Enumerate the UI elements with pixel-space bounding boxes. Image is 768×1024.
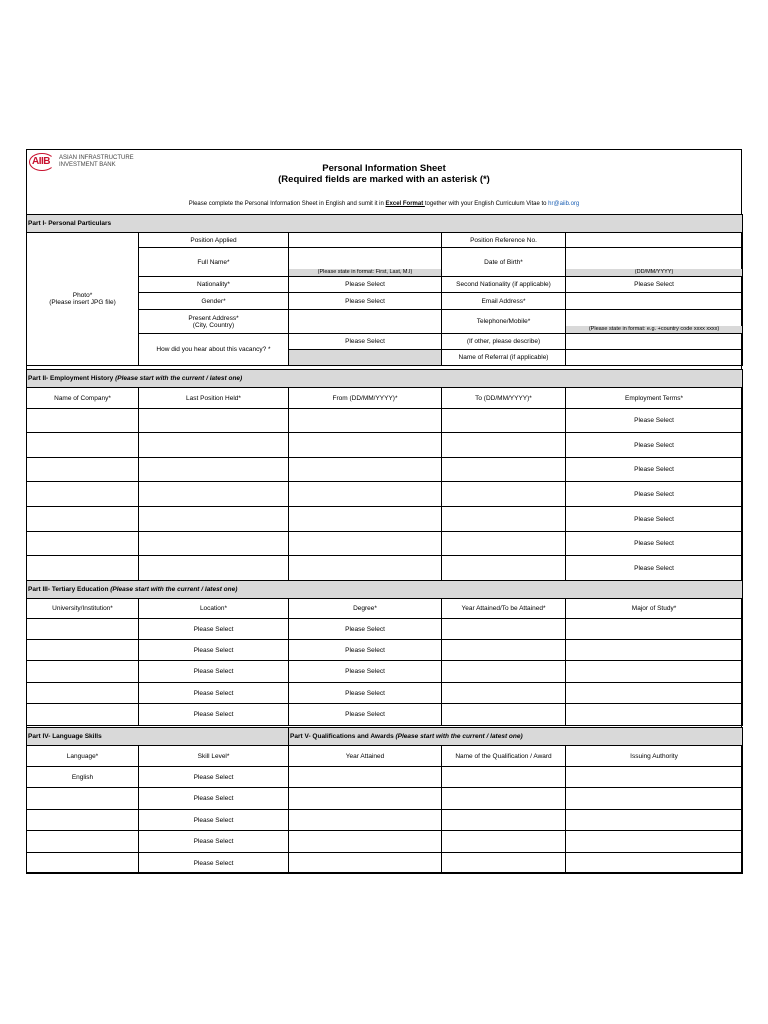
location-select[interactable]: Please Select — [139, 661, 289, 683]
part3-table — [26, 580, 743, 726]
how-hear-label: How did you hear about this vacancy? * — [139, 334, 289, 366]
degree-select[interactable]: Please Select — [289, 683, 442, 704]
col-company: Name of Company* — [27, 388, 139, 409]
issuing-authority-input[interactable] — [566, 831, 743, 853]
to-input[interactable] — [442, 433, 566, 458]
major-input[interactable] — [566, 704, 743, 726]
referral-input[interactable] — [566, 350, 743, 366]
to-input[interactable] — [442, 532, 566, 556]
to-input[interactable] — [442, 409, 566, 433]
from-input[interactable] — [289, 482, 442, 507]
award-year-input[interactable] — [289, 788, 442, 810]
major-input[interactable] — [566, 640, 743, 661]
university-input[interactable] — [27, 619, 139, 640]
logo-mark-text: AIIB — [32, 156, 50, 167]
logo-line-1: ASIAN INFRASTRUCTURE — [59, 155, 134, 161]
company-input[interactable] — [27, 532, 139, 556]
col-skill-level: Skill Level* — [139, 746, 289, 767]
year-input[interactable] — [442, 619, 566, 640]
col-university: University/Institution* — [27, 599, 139, 619]
issuing-authority-input[interactable] — [566, 767, 743, 788]
issuing-authority-input[interactable] — [566, 788, 743, 810]
employment-terms-select[interactable]: Please Select — [566, 409, 743, 433]
company-input[interactable] — [27, 482, 139, 507]
other-label: (If other, please describe) — [442, 334, 566, 350]
dob-hint: (DD/MM/YYYY) — [566, 269, 742, 276]
employment-row — [27, 532, 743, 556]
from-input[interactable] — [289, 433, 442, 458]
part1-title: Part I- Personal Particulars — [27, 215, 743, 233]
from-input[interactable] — [289, 507, 442, 532]
university-input[interactable] — [27, 704, 139, 726]
award-year-input[interactable] — [289, 831, 442, 853]
skill-level-select[interactable]: Please Select — [139, 810, 289, 831]
employment-terms-select[interactable]: Please Select — [566, 532, 743, 556]
award-name-input[interactable] — [442, 810, 566, 831]
education-row — [27, 619, 743, 640]
education-row — [27, 704, 743, 726]
company-input[interactable] — [27, 507, 139, 532]
part3-title-note: (Please start with the current / latest one) — [110, 586, 238, 593]
award-name-input[interactable] — [442, 831, 566, 853]
to-input[interactable] — [442, 556, 566, 581]
employment-terms-select[interactable]: Please Select — [566, 556, 743, 581]
how-hear-select[interactable]: Please Select — [289, 334, 442, 350]
issuing-authority-input[interactable] — [566, 810, 743, 831]
employment-terms-select[interactable]: Please Select — [566, 507, 743, 532]
page-title: Personal Information Sheet — [322, 163, 446, 174]
to-input[interactable] — [442, 482, 566, 507]
full-name-hint: (Please state in format: First, Last, M.I) — [289, 269, 441, 276]
last-position-input[interactable] — [139, 433, 289, 458]
part4-title: Part IV- Language Skills — [27, 728, 289, 746]
year-input[interactable] — [442, 661, 566, 683]
present-address-input[interactable] — [289, 310, 442, 334]
education-row — [27, 683, 743, 704]
col-qualification-name: Name of the Qualification / Award — [442, 746, 566, 767]
award-name-input[interactable] — [442, 767, 566, 788]
photo-hint: (Please insert JPG file) — [49, 299, 116, 306]
second-nationality-label: Second Nationality (if applicable) — [442, 277, 566, 293]
part3-title — [27, 581, 743, 599]
position-applied-label: Position Applied — [139, 233, 289, 248]
major-input[interactable] — [566, 683, 743, 704]
year-input[interactable] — [442, 683, 566, 704]
language-input[interactable] — [27, 810, 139, 831]
second-nationality-select[interactable]: Please Select — [566, 277, 743, 293]
part4-part5-table — [26, 727, 743, 874]
excel-format-text: Excel Format — [385, 201, 425, 207]
location-select[interactable]: Please Select — [139, 640, 289, 661]
language-input[interactable] — [27, 831, 139, 853]
how-hear-extra — [289, 350, 442, 366]
part2-title-note: (Please start with the current / latest one) — [115, 375, 243, 382]
telephone-label: Telephone/Mobile* — [442, 310, 566, 334]
col-issuing-authority: Issuing Authority — [566, 746, 743, 767]
employment-terms-select[interactable]: Please Select — [566, 433, 743, 458]
personal-information-sheet — [26, 149, 742, 873]
employment-row — [27, 458, 743, 482]
email-input[interactable] — [566, 293, 743, 310]
col-location: Location* — [139, 599, 289, 619]
col-year-attained-award: Year Attained — [289, 746, 442, 767]
skill-level-select[interactable]: Please Select — [139, 788, 289, 810]
last-position-input[interactable] — [139, 507, 289, 532]
language-award-row — [27, 810, 743, 831]
education-row — [27, 640, 743, 661]
photo-label: Photo* — [72, 292, 93, 299]
award-year-input[interactable] — [289, 810, 442, 831]
gender-label: Gender* — [139, 293, 289, 310]
university-input[interactable] — [27, 640, 139, 661]
year-input[interactable] — [442, 704, 566, 726]
employment-terms-select[interactable]: Please Select — [566, 458, 743, 482]
telephone-hint: (Please state in format: e.g. +country code xxxx xxxx) — [566, 326, 742, 333]
award-year-input[interactable] — [289, 767, 442, 788]
major-input[interactable] — [566, 661, 743, 683]
degree-select[interactable]: Please Select — [289, 619, 442, 640]
employment-row — [27, 409, 743, 433]
full-name-input[interactable] — [289, 248, 442, 277]
company-input[interactable] — [27, 458, 139, 482]
logo-line-2: INVESTMENT BANK — [59, 162, 116, 168]
degree-select[interactable]: Please Select — [289, 704, 442, 726]
location-select[interactable]: Please Select — [139, 704, 289, 726]
present-address-text: Present Address* — [188, 314, 239, 322]
language-input[interactable]: English — [27, 767, 139, 788]
dob-label: Date of Birth* — [442, 248, 566, 277]
photo-cell[interactable] — [27, 233, 139, 366]
gender-select[interactable]: Please Select — [289, 293, 442, 310]
col-last-position: Last Position Held* — [139, 388, 289, 409]
col-year-attained: Year Attained/To be Attained* — [442, 599, 566, 619]
sheet-header — [27, 150, 741, 215]
language-award-row — [27, 853, 743, 874]
university-input[interactable] — [27, 661, 139, 683]
to-input[interactable] — [442, 458, 566, 482]
degree-select[interactable]: Please Select — [289, 640, 442, 661]
present-address-label — [139, 310, 289, 334]
page-subtitle: (Required fields are marked with an asterisk (*) — [278, 174, 490, 185]
skill-level-select[interactable]: Please Select — [139, 767, 289, 788]
present-address-hint: (City, Country) — [192, 321, 235, 329]
part2-title — [27, 370, 743, 388]
part5-title — [289, 728, 743, 746]
skill-level-select[interactable]: Please Select — [139, 831, 289, 853]
part3-title-text: Part III- Tertiary Education — [28, 586, 109, 593]
instruction-text-2: together with your English Curriculum Vitae to — [424, 201, 549, 207]
education-row — [27, 661, 743, 683]
from-input[interactable] — [289, 409, 442, 433]
referral-label: Name of Referral (if applicable) — [442, 350, 566, 366]
from-input[interactable] — [289, 532, 442, 556]
last-position-input[interactable] — [139, 458, 289, 482]
from-input[interactable] — [289, 556, 442, 581]
col-language: Language* — [27, 746, 139, 767]
instruction-text: Please complete the Personal Information Sheet in English and sumit it in — [188, 201, 386, 207]
skill-level-select[interactable]: Please Select — [139, 853, 289, 874]
language-award-row — [27, 788, 743, 810]
part2-title-text: Part II- Employment History — [28, 375, 114, 382]
award-name-input[interactable] — [442, 853, 566, 874]
col-to: To (DD/MM/YYYY)* — [442, 388, 566, 409]
company-input[interactable] — [27, 556, 139, 581]
last-position-input[interactable] — [139, 482, 289, 507]
employment-row — [27, 433, 743, 458]
email-label: Email Address* — [442, 293, 566, 310]
language-award-row — [27, 767, 743, 788]
employment-terms-select[interactable]: Please Select — [566, 482, 743, 507]
dob-input[interactable] — [566, 248, 743, 277]
language-input[interactable] — [27, 853, 139, 874]
award-name-input[interactable] — [442, 788, 566, 810]
employment-row — [27, 507, 743, 532]
position-ref-label: Position Reference No. — [442, 233, 566, 248]
nationality-select[interactable]: Please Select — [289, 277, 442, 293]
issuing-authority-input[interactable] — [566, 853, 743, 874]
language-award-row — [27, 831, 743, 853]
telephone-input[interactable] — [566, 310, 743, 334]
employment-row — [27, 556, 743, 581]
university-input[interactable] — [27, 683, 139, 704]
language-input[interactable] — [27, 788, 139, 810]
other-input[interactable] — [566, 334, 743, 350]
location-select[interactable]: Please Select — [139, 619, 289, 640]
part2-table — [26, 369, 743, 581]
part5-title-text: Part V- Qualifications and Awards — [290, 733, 394, 740]
year-input[interactable] — [442, 640, 566, 661]
last-position-input[interactable] — [139, 409, 289, 433]
position-ref-input[interactable] — [566, 233, 743, 248]
company-input[interactable] — [27, 433, 139, 458]
from-input[interactable] — [289, 458, 442, 482]
col-from: From (DD/MM/YYYY)* — [289, 388, 442, 409]
major-input[interactable] — [566, 619, 743, 640]
position-applied-input[interactable] — [289, 233, 442, 248]
location-select[interactable]: Please Select — [139, 683, 289, 704]
employment-row — [27, 482, 743, 507]
company-input[interactable] — [27, 409, 139, 433]
full-name-label: Full Name* — [139, 248, 289, 277]
last-position-input[interactable] — [139, 532, 289, 556]
part5-title-note: (Please start with the current / latest one) — [395, 733, 523, 740]
degree-select[interactable]: Please Select — [289, 661, 442, 683]
hr-email-link[interactable]: hr@aiib.org — [548, 201, 580, 207]
award-year-input[interactable] — [289, 853, 442, 874]
nationality-label: Nationality* — [139, 277, 289, 293]
col-degree: Degree* — [289, 599, 442, 619]
part1-table — [26, 214, 743, 366]
last-position-input[interactable] — [139, 556, 289, 581]
instruction-line — [27, 201, 741, 207]
col-major: Major of Study* — [566, 599, 743, 619]
col-employment-terms: Employment Terms* — [566, 388, 743, 409]
to-input[interactable] — [442, 507, 566, 532]
